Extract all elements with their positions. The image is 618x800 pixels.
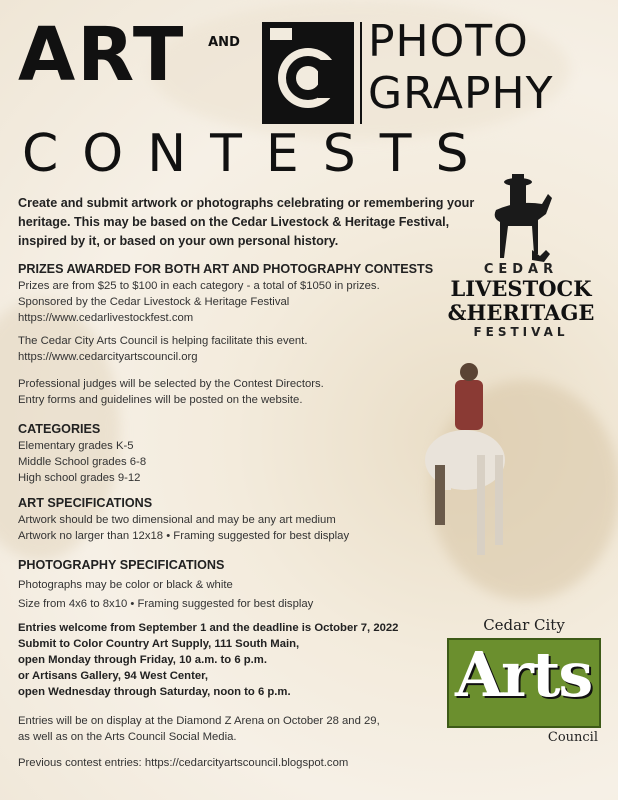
category-item: High school grades 9-12 [18, 472, 141, 484]
festival-logo [440, 262, 602, 339]
prizes-heading: PRIZES AWARDED FOR BOTH ART AND PHOTOGRAPHY CONTESTS [18, 262, 434, 276]
festival-logo-festival: FESTIVAL [473, 325, 569, 339]
category-item: Elementary grades K-5 [18, 440, 134, 452]
council-url[interactable]: https://www.cedarcityartscouncil.org [18, 351, 198, 363]
council-line: The Cedar City Arts Council is helping facilitate this event. [18, 335, 308, 347]
title-and: AND [208, 35, 240, 50]
categories-section [18, 420, 318, 486]
arts-council-logo-bottom: Council [547, 730, 598, 745]
display-line: as well as on the Arts Council Social Media. [18, 731, 237, 743]
deadline-line: Entries welcome from September 1 and the deadline is October 7, 2022 [18, 622, 399, 634]
hours-line: open Monday through Friday, 10 a.m. to 6 p.m. [18, 654, 267, 666]
prizes-section [18, 260, 458, 326]
arts-council-logo-box [447, 638, 601, 728]
sponsor-line: Sponsored by the Cedar Livestock & Heritage Festival [18, 296, 290, 308]
entries-section [18, 620, 438, 700]
art-spec-line: Artwork should be two dimensional and may be any art medium [18, 514, 336, 526]
submit-location: Submit to Color Country Art Supply, 111 South Main, [18, 638, 300, 650]
title-graphy: GRAPHY [368, 68, 554, 119]
arts-council-logo [444, 616, 604, 745]
categories-heading: CATEGORIES [18, 422, 101, 436]
title-art: ART [18, 12, 186, 98]
hours-line: open Wednesday through Saturday, noon to 6 p.m. [18, 686, 291, 698]
prizes-line: Prizes are from $25 to $100 in each category - a total of $1050 in prizes. [18, 280, 380, 292]
entry-forms-line: Entry forms and guidelines will be posted on the website. [18, 394, 303, 406]
festival-logo-heritage: &HERITAGE [447, 300, 595, 325]
festival-logo-livestock: LIVESTOCK [450, 276, 592, 301]
intro-paragraph: Create and submit artwork or photographs celebrating or remembering your heritage. This may be based on the Cedar Livestock & Heritage Festival, inspired by it, or based on your own personal history. [18, 196, 475, 248]
display-section [18, 713, 438, 745]
arts-council-logo-top: Cedar City [483, 616, 565, 634]
previous-entries-link[interactable]: Previous contest entries: https://cedarcityartscouncil.blogspot.com [18, 757, 349, 769]
art-specs-section [18, 494, 418, 544]
cowboy-horse-silhouette [488, 170, 554, 266]
title-contests: CONTESTS [22, 124, 493, 184]
photo-specs-heading: PHOTOGRAPHY SPECIFICATIONS [18, 558, 225, 572]
photo-spec-line: Size from 4x6 to 8x10 • Framing suggested for best display [18, 598, 314, 610]
photo-specs-section [18, 556, 418, 612]
festival-url[interactable]: https://www.cedarlivestockfest.com [18, 312, 194, 324]
camera-icon [262, 22, 354, 124]
festival-logo-cedar: CEDAR [483, 262, 559, 277]
judges-line: Professional judges will be selected by the Contest Directors. [18, 378, 324, 390]
title-photo: PHOTO [368, 16, 529, 67]
art-specs-heading: ART SPECIFICATIONS [18, 496, 153, 510]
category-item: Middle School grades 6-8 [18, 456, 147, 468]
header-divider [360, 22, 362, 124]
art-spec-line: Artwork no larger than 12x18 • Framing suggested for best display [18, 530, 350, 542]
judges-section [18, 376, 438, 408]
photo-spec-line: Photographs may be color or black & white [18, 579, 233, 591]
submit-location: or Artisans Gallery, 94 West Center, [18, 670, 209, 682]
arts-council-logo-word: Arts [455, 638, 592, 711]
display-line: Entries will be on display at the Diamond Z Arena on October 28 and 29, [18, 715, 380, 727]
council-section [18, 333, 438, 365]
